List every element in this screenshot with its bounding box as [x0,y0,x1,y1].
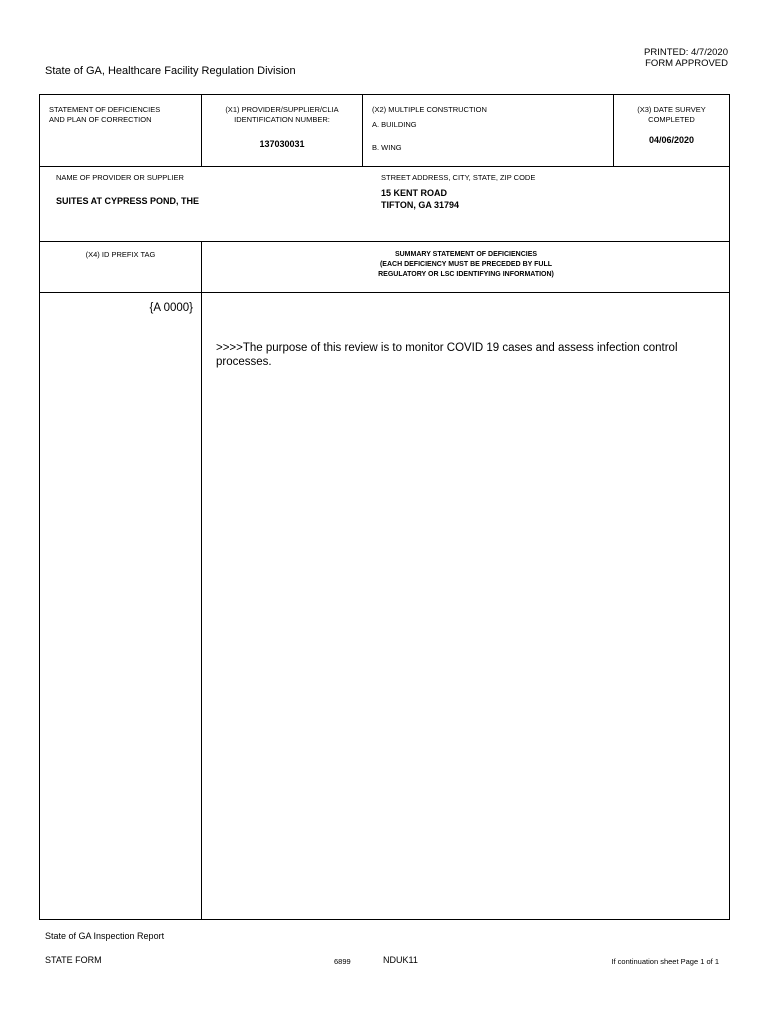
x1-label: (X1) PROVIDER/SUPPLIER/CLIA IDENTIFICATION NUMBER: [225,105,339,124]
x1-value: 137030031 [259,139,305,149]
id-prefix-label: (X4) ID PREFIX TAG [85,250,156,259]
row-divider [40,241,729,242]
provider-name: SUITES AT CYPRESS POND, THE [56,196,200,206]
x2-label: (X2) MULTIPLE CONSTRUCTION [372,105,487,114]
col-divider [201,241,202,920]
form-number: 6899 [334,957,351,966]
x2-wing: B. WING [372,143,402,152]
x3-value: 04/06/2020 [648,135,695,145]
summary-label: SUMMARY STATEMENT OF DEFICIENCIES (EACH DEFICIENCY MUST BE PRECEDED BY FULL REGULATORY OR LSC IDENTIFYING INFORMATION) [378,251,554,278]
address [381,187,459,211]
report-title: State of GA Inspection Report [45,931,165,941]
agency-title: State of GA, Healthcare Facility Regulation Division [45,65,296,77]
col-divider [362,95,363,166]
row-divider [40,166,729,167]
address-line2: TIFTON, GA 31794 [381,200,460,210]
x2-building: A. BUILDING [372,120,417,129]
statement-label: STATEMENT OF DEFICIENCIES AND PLAN OF CORRECTION [49,105,161,124]
deficiency-text: >>>>The purpose of this review is to monitor COVID 19 cases and assess infection control processes. [216,342,678,368]
event-id: NDUK11 [383,955,418,965]
provider-name-label: NAME OF PROVIDER OR SUPPLIER [56,173,184,182]
address-label: STREET ADDRESS, CITY, STATE, ZIP CODE [381,173,536,182]
row-divider [40,292,729,293]
print-info [644,47,728,69]
printed-date: PRINTED: 4/7/2020 [644,47,728,58]
address-line1: 15 KENT ROAD [381,188,448,198]
x3-label: (X3) DATE SURVEY COMPLETED [637,105,706,124]
state-form: STATE FORM [45,955,102,965]
continuation-page: If continuation sheet Page 1 of 1 [611,957,719,966]
id-prefix-tag: {A 0000} [149,302,193,314]
deficiency-form [39,94,730,920]
form-status: FORM APPROVED [645,58,728,69]
